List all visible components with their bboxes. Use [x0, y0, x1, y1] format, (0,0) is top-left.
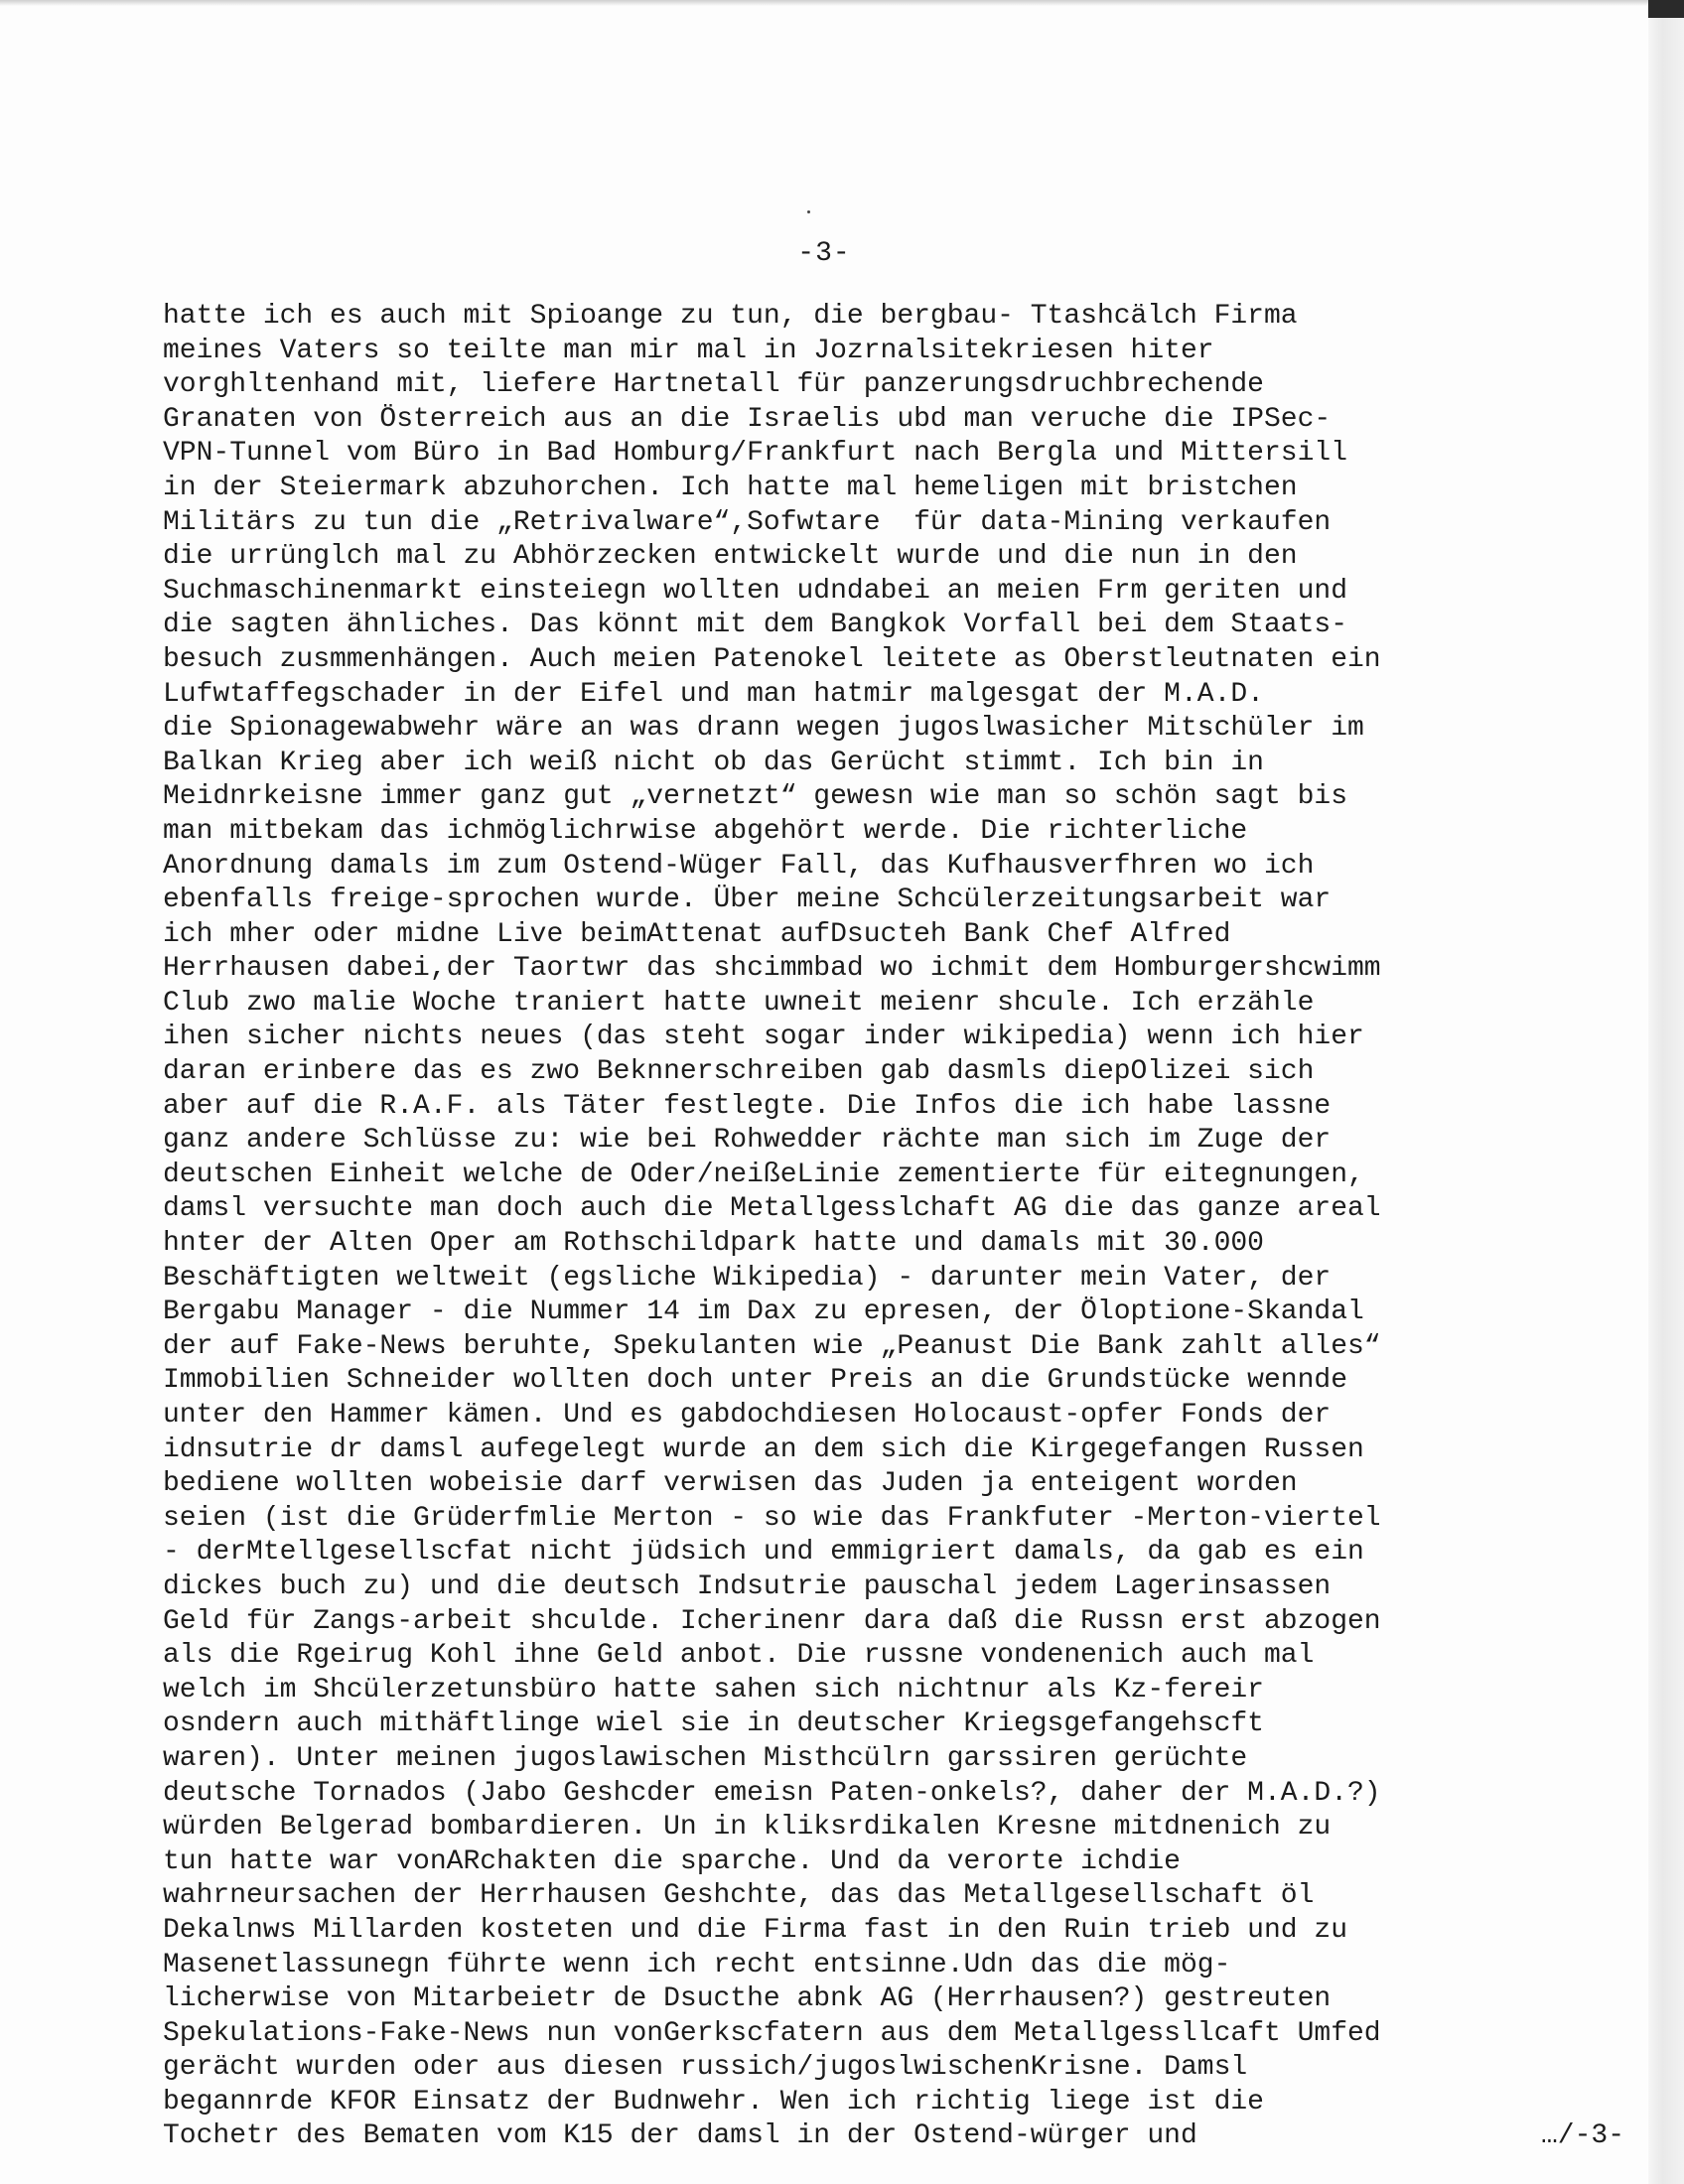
scan-speck	[807, 210, 810, 213]
text-line: Dekalnws Millarden kosteten und die Firma fast in den Ruin trieb und zu	[163, 1914, 1347, 1946]
text-line: welch im Shcülerzetunsbüro hatte sahen sich nichtnur als Kz-fereir	[163, 1674, 1264, 1706]
continuation-mark: …/-3-	[1541, 2120, 1625, 2152]
text-line: meines Vaters so teilte man mir mal in Jozrnalsitekriesen hiter	[163, 335, 1214, 366]
text-line: die sagten ähnliches. Das könnt mit dem Bangkok Vorfall bei dem Staats-	[163, 610, 1347, 641]
text-line: Meidnrkeisne immer ganz gut „vernetzt“ gewesn wie man so schön sagt bis	[163, 781, 1347, 813]
text-line: ihen sicher nichts neues (das steht sogar inder wikipedia) wenn ich hier	[163, 1022, 1364, 1053]
text-line: Spekulations-Fake-News nun vonGerkscfatern aus dem Metallgessllcaft Umfed	[163, 2017, 1381, 2049]
body-text	[163, 300, 1625, 2154]
text-line: Immobilien Schneider wollten doch unter Preis an die Grundstücke wennde	[163, 1365, 1347, 1397]
text-line: aber auf die R.A.F. als Täter festlegte. Die Infos die ich habe lassne	[163, 1090, 1332, 1122]
text-line: Anordnung damals im zum Ostend-Wüger Fall, das Kufhausverfhren wo ich	[163, 850, 1315, 882]
text-line: man mitbekam das ichmöglichrwise abgehört werde. Die richterliche	[163, 815, 1248, 847]
text-line: dickes buch zu) und die deutsch Indsutrie pauschal jedem Lagerinsassen	[163, 1570, 1332, 1602]
text-line: unter den Hammer kämen. Und es gabdochdiesen Holocaust-opfer Fonds der	[163, 1400, 1332, 1431]
text-line: würden Belgerad bombardieren. Un in kliksrdikalen Kresne mitdnenich zu	[163, 1812, 1332, 1843]
text-line: vorghltenhand mit, liefere Hartnetall für panzerungsdruchbrechende	[163, 369, 1264, 401]
text-line: Herrhausen dabei,der Taortwr das shcimmbad wo ichmit dem Homburgershcwimm	[163, 953, 1381, 985]
text-line: besuch zusmmenhängen. Auch meien Patenokel leitete as Oberstleutnaten ein	[163, 643, 1381, 675]
text-line: VPN-Tunnel vom Büro in Bad Homburg/Frankfurt nach Bergla und Mittersill	[163, 438, 1347, 470]
text-line: waren). Unter meinen jugoslawischen Misthcülrn garssiren gerüchte	[163, 1742, 1248, 1774]
text-line: Militärs zu tun die „Retrivalware“,Sofwtare für data-Mining verkaufen	[163, 506, 1332, 538]
text-line: gerächt wurden oder aus diesen russich/jugoslwischenKrisne. Damsl	[163, 2052, 1248, 2084]
text-line: tun hatte war vonARchakten die sparche. Und da verorte ichdie	[163, 1845, 1181, 1877]
scan-corner-mark	[1648, 0, 1684, 18]
text-line: deutsche Tornados (Jabo Geshcder emeisn Paten-onkels?, daher der M.A.D.?)	[163, 1777, 1381, 1809]
text-line: idnsutrie dr damsl aufegelegt wurde an dem sich die Kirgegefangen Russen	[163, 1433, 1364, 1465]
text-line: die Spionagewabwehr wäre an was drann wegen jugoslwasicher Mitschüler im	[163, 713, 1364, 745]
text-line: Lufwtaffegschader in der Eifel und man hatmir malgesgat der M.A.D.	[163, 678, 1264, 710]
text-line-last	[163, 2119, 1625, 2154]
text-line: Club zwo malie Woche traniert hatte uwneit meienr shcule. Ich erzähle	[163, 987, 1315, 1019]
text-line: als die Rgeirug Kohl ihne Geld anbot. Die russne vondenenich auch mal	[163, 1640, 1315, 1672]
page-number: -3-	[797, 238, 851, 269]
text-line: ganz andere Schlüsse zu: wie bei Rohwedder rächte man sich im Zuge der	[163, 1125, 1332, 1157]
text-line: Suchmaschinenmarkt einsteiegn wollten udndabei an meien Frm geriten und	[163, 575, 1347, 607]
text-line: damsl versuchte man doch auch die Metallgesslchaft AG die das ganze areal	[163, 1193, 1381, 1225]
text-line: seien (ist die Grüderfmlie Merton - so wie das Frankfuter -Merton-viertel	[163, 1502, 1381, 1534]
text-line: osndern auch mithäftlinge wiel sie in deutscher Kriegsgefangehscft	[163, 1708, 1264, 1740]
text-line: Granaten von Österreich aus an die Israelis ubd man veruche die IPSec-	[163, 403, 1332, 435]
text-line: ich mher oder midne Live beimAttenat aufDsucteh Bank Chef Alfred	[163, 918, 1231, 950]
text-line: Balkan Krieg aber ich weiß nicht ob das Gerücht stimmt. Ich bin in	[163, 747, 1264, 778]
text-line: begannrde KFOR Einsatz der Budnwehr. Wen ich richtig liege ist die	[163, 2086, 1264, 2117]
text-line: in der Steiermark abzuhorchen. Ich hatte mal hemeligen mit bristchen	[163, 472, 1298, 503]
text-line: hnter der Alten Oper am Rothschildpark hatte und damals mit 30.000	[163, 1228, 1264, 1260]
text-line: - derMtellgesellscfat nicht jüdsich und emmigriert damals, da gab es ein	[163, 1537, 1364, 1569]
text-line: deutschen Einheit welche de Oder/neißeLinie zementierte für eitegnungen,	[163, 1159, 1364, 1190]
text-line: Beschäftigten weltweit (egsliche Wikipedia) - darunter mein Vater, der	[163, 1262, 1332, 1294]
text-line: Tochetr des Bematen vom K15 der damsl in der Ostend-würger und	[163, 2120, 1197, 2152]
text-line: hatte ich es auch mit Spioange zu tun, die bergbau- Ttashcälch Firma	[163, 301, 1298, 332]
text-line: Bergabu Manager - die Nummer 14 im Dax zu epresen, der Öloptione-Skandal	[163, 1297, 1364, 1328]
text-line: bediene wollten wobeisie darf verwisen das Juden ja enteigent worden	[163, 1468, 1298, 1500]
text-line: daran erinbere das es zwo Beknnerschreiben gab dasmls diepOlizei sich	[163, 1056, 1315, 1088]
text-line: licherwise von Mitarbeietr de Dsucthe abnk AG (Herrhausen?) gestreuten	[163, 1983, 1332, 2015]
text-line: ebenfalls freige-sprochen wurde. Über meine Schcülerzeitungsarbeit war	[163, 885, 1332, 916]
scan-top-shadow	[0, 0, 1684, 6]
page-edge	[1648, 0, 1684, 2184]
text-line: Masenetlassunegn führte wenn ich recht entsinne.Udn das die mög-	[163, 1949, 1231, 1980]
text-line: Geld für Zangs-arbeit shculde. Icherinenr dara daß die Russn erst abzogen	[163, 1605, 1381, 1637]
text-line: der auf Fake-News beruhte, Spekulanten wie „Peanust Die Bank zahlt alles“	[163, 1330, 1381, 1362]
text-line: wahrneursachen der Herrhausen Geshchte, das das Metallgesellschaft öl	[163, 1880, 1315, 1912]
text-line: die urrünglch mal zu Abhörzecken entwickelt wurde und die nun in den	[163, 541, 1298, 573]
